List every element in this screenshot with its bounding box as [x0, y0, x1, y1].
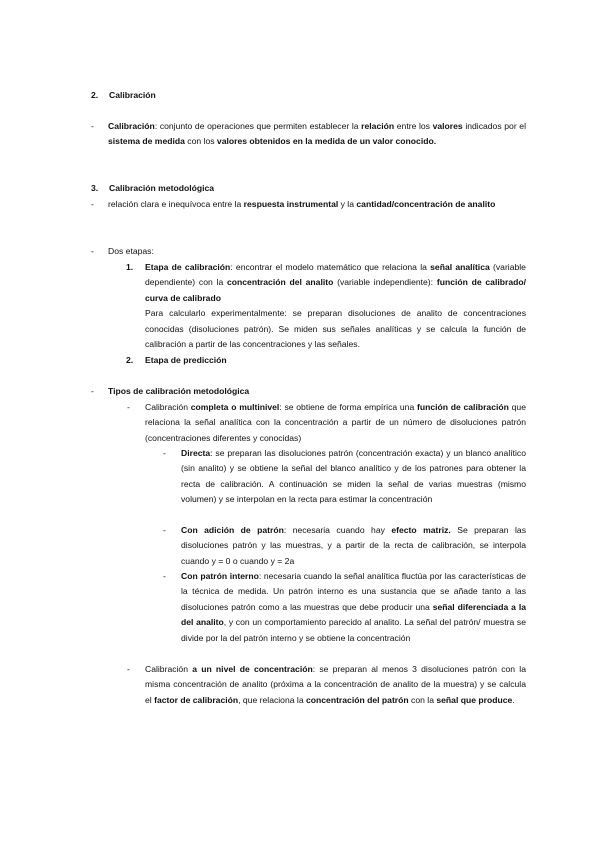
- bold-text: Directa: [181, 448, 211, 458]
- text: Calibración: [145, 664, 193, 674]
- text: : encontrar el modelo matemático que relaciona la: [230, 262, 431, 272]
- etapa-prediccion: [145, 353, 227, 368]
- bold-text: factor de calibración: [154, 694, 239, 705]
- calibracion-definition: [108, 119, 526, 150]
- text: que relaciona la señal analítica con la concentración a partir de un número de disoluciones patrón (concentraciones diferentes y conocidas): [145, 402, 526, 443]
- bold-text: Con patrón interno: [181, 571, 259, 581]
- bold-text: Tipos de calibración metodológica: [108, 386, 250, 396]
- bold-text: completa o multinivel: [190, 402, 280, 412]
- list-number: 1.: [126, 262, 134, 272]
- bullet-dash: -: [127, 664, 130, 674]
- bold-text: cantidad/concentración de analito: [356, 199, 496, 209]
- text: Calibración: [145, 402, 191, 412]
- section-title: Calibración metodológica: [109, 183, 215, 193]
- bullet-dash: -: [163, 571, 166, 581]
- bold-text: función de calibración: [416, 402, 509, 412]
- bold-text: señal que produce: [436, 694, 513, 705]
- bold-text: función de calibrado/ curva de calibrado: [145, 277, 526, 303]
- text: (variable independiente):: [333, 277, 437, 288]
- bold-text: relación: [361, 121, 395, 131]
- text: indicados por el: [462, 121, 526, 131]
- etapa-calibracion-paragraph: Para calcularlo experimentalmente: se preparan disoluciones de analito de concentraciones conocidas (disoluciones patrón). Se miden sus señales analíticas y se calcula la función de calibración a partir de las concentraciones y las señales.: [145, 308, 526, 350]
- bullet-dash: -: [163, 525, 166, 535]
- text: relación clara e inequívoca entre la: [108, 199, 244, 209]
- calibracion-metodologica-definition: [108, 197, 526, 212]
- text: : necesaria cuando hay: [283, 525, 392, 535]
- text: : se preparan las disoluciones patrón (concentración exacta) y un blanco analítico (sin analito) y se obtiene la señal del blanco analítico y de los patrones para obtener la recta de calibración. A continuación se miden la señal de varias muestras (mismo volumen) y se interpolan en la recta para estimar la concentración: [181, 448, 526, 505]
- text: Se preparan las disoluciones patrón y las muestras, y a partir de la recta de calibración, se interpola cuando y = 0 o cuando y = 2a: [181, 525, 527, 566]
- text: , y con un comportamiento parecido al analito. La señal del patrón/ muestra se divide por la del patrón interno y se obtiene la concentración: [181, 617, 526, 643]
- bold-text: Con adición de patrón: [181, 525, 284, 535]
- section-title: Calibración: [109, 90, 156, 100]
- etapa-calibracion: [145, 260, 526, 352]
- section-number: 3.: [91, 183, 99, 193]
- bold-text: concentración del analito: [226, 277, 334, 288]
- etapa-calibracion-body: [145, 260, 526, 306]
- bold-text: concentración del patrón: [305, 694, 409, 705]
- bullet-dash: -: [91, 121, 94, 131]
- text: : se preparan al menos 3 disoluciones patrón con la misma concentración de analito (próxima a la concentración de analito de la muestra) y se calcula el: [145, 664, 526, 705]
- text: con la: [408, 694, 437, 705]
- bullet-dash: -: [163, 448, 166, 458]
- tipos-title: [108, 384, 249, 399]
- text: entre los: [394, 121, 433, 131]
- text: : necesaria cuando la señal analítica fluctúa por las características de la técnica de medida. Un patrón interno es una sustancia que se añade tanto a las disoluciones patrón como a las muestras que debe producir una: [181, 571, 526, 612]
- text: , que relaciona la: [238, 694, 306, 705]
- list-number: 2.: [126, 355, 134, 365]
- bold-text: respuesta instrumental: [243, 199, 339, 209]
- text: con los: [184, 136, 217, 147]
- section-2-heading: [91, 88, 156, 103]
- section-3-heading: [91, 181, 215, 196]
- bold-text: sistema de medida: [108, 136, 185, 147]
- calibracion-patron-interno: [181, 569, 526, 646]
- bold-text: valores obtenidos en la medida de un valor conocido.: [216, 136, 437, 147]
- bold-text: Etapa de predicción: [145, 355, 227, 365]
- text: : conjunto de operaciones que permiten establecer la: [154, 121, 362, 131]
- calibracion-adicion-patron: [181, 523, 526, 569]
- term: Calibración: [108, 121, 155, 131]
- etapas-intro: Dos etapas:: [108, 246, 154, 256]
- text: .: [512, 694, 515, 705]
- text: (variable dependiente) con la: [145, 262, 526, 288]
- bold-text: señal analítica: [430, 262, 490, 272]
- bullet-dash: -: [127, 402, 130, 412]
- bold-text: señal diferenciada a la del analito: [181, 601, 526, 628]
- bold-text: efecto matriz.: [391, 525, 451, 535]
- section-number: 2.: [91, 90, 99, 100]
- calibracion-un-nivel: [145, 662, 526, 708]
- bold-text: a un nivel de concentración: [192, 664, 313, 674]
- bullet-dash: -: [91, 246, 94, 256]
- bullet-dash: -: [91, 199, 94, 209]
- text: y la: [338, 199, 357, 209]
- calibracion-multinivel: [145, 400, 526, 446]
- text: : se obtiene de forma empírica una: [279, 402, 417, 412]
- calibracion-directa: [181, 446, 526, 508]
- bold-text: valores: [432, 121, 463, 131]
- bullet-dash: -: [91, 386, 94, 396]
- bold-text: Etapa de calibración: [145, 262, 231, 272]
